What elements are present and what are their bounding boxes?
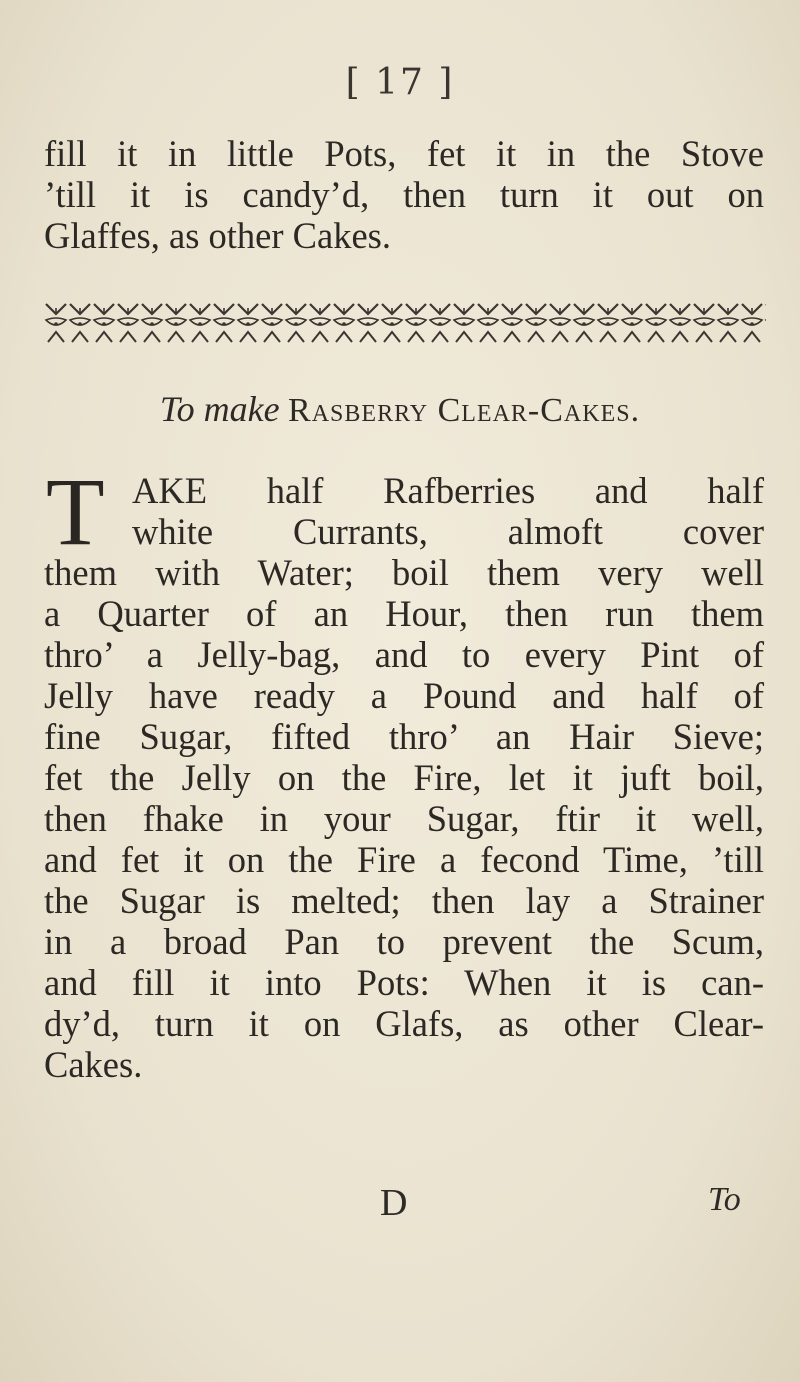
catchword: To [708, 1181, 741, 1218]
text-line: fill it in little Pots, fet it in the Stove [44, 133, 764, 174]
text-line: and fet it on the Fire a fecond Time, ’till [44, 839, 764, 880]
text-line: them with Water; boil them very well [44, 552, 764, 593]
drop-cap: T [46, 458, 105, 565]
text-line: Jelly have ready a Pound and half of [44, 675, 764, 716]
text-line: fet the Jelly on the Fire, let it juft boil, [44, 757, 764, 798]
signature-mark: D [380, 1182, 408, 1224]
heading-title: Rasberry Clear-Cakes. [288, 392, 641, 429]
recipe-paragraph [44, 458, 764, 1085]
text-line: thro’ a Jelly-bag, and to every Pint of [44, 634, 764, 675]
text-line: and fill it into Pots: When it is can- [44, 962, 764, 1003]
text-line: the Sugar is melted; then lay a Strainer [44, 880, 764, 921]
text-line: white Currants, almoft cover [132, 511, 764, 552]
text-line: in a broad Pan to prevent the Scum, [44, 921, 764, 962]
text-line: dy’d, turn it on Glafs, as other Clear- [44, 1003, 764, 1044]
text-line: fine Sugar, fifted thro’ an Hair Sieve; [44, 716, 764, 757]
recipe-heading [0, 388, 800, 430]
page-number: [ 17 ] [345, 62, 455, 103]
text-line: Glaffes, as other Cakes. [44, 215, 391, 256]
page-footer [0, 1181, 800, 1231]
heading-prefix: To make [159, 389, 280, 429]
text-line: ’till it is candy’d, then turn it out on [44, 174, 764, 215]
text-line: then fhake in your Sugar, ftir it well, [44, 798, 764, 839]
continuation-paragraph [44, 133, 764, 256]
ornamental-border [44, 300, 766, 346]
text-line: AKE half Rafberries and half [132, 470, 764, 511]
text-line: a Quarter of an Hour, then run them [44, 593, 764, 634]
text-line: Cakes. [44, 1044, 143, 1085]
